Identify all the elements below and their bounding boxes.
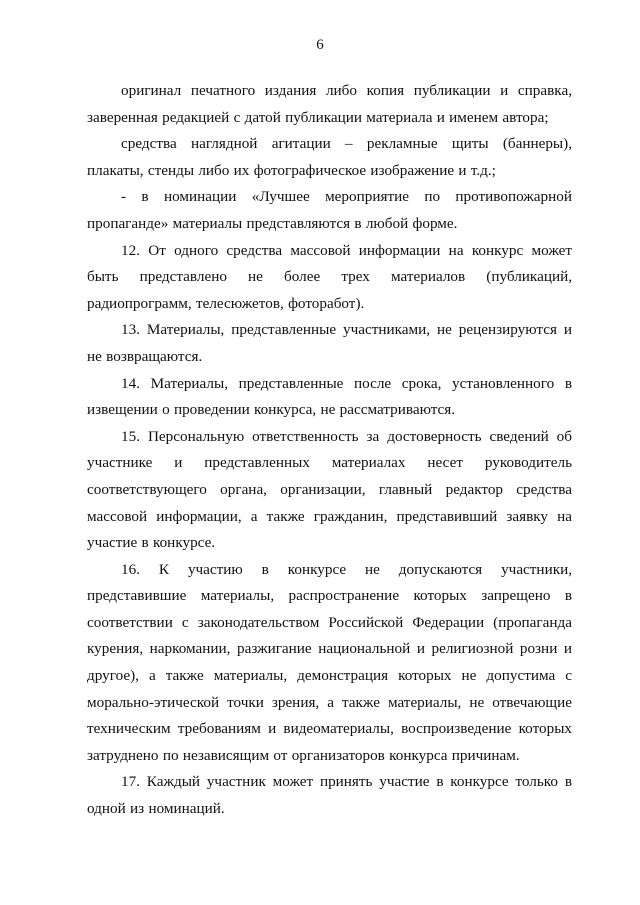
paragraph-item-14: 14. Материалы, представленные после срока, установленного в извещении о проведении конкурса, не рассматриваются. (87, 374, 572, 419)
paragraph-item-16: 16. К участию в конкурсе не допускаются участники, представившие материалы, распространение которых запрещено в соответствии с законодательством Российской Федерации (пропаганда курения, наркомании, разжигание национальной и религиозной розни и другое), а также материалы, демонстрация которых не допустима с морально-этической точки зрения, а также материалы, не отвечающие техническим требованиям и видеоматериалы, воспроизведение которых затруднено по независящим от организаторов конкурса причинам. (87, 560, 572, 764)
paragraph-item-17: 17. Каждый участник может принять участие в конкурсе только в одной из номинаций. (87, 773, 572, 818)
page-number: 6 (316, 37, 324, 53)
paragraph-best-event-nomination: - в номинации «Лучшее мероприятие по противопожарной пропаганде» материалы представляются в любой форме. (87, 188, 572, 232)
paragraph-visual-agitation: средства наглядной агитации – рекламные щиты (баннеры), плакаты, стенды либо их фотографическое изображение и т.д.; (87, 135, 572, 179)
paragraph-item-15: 15. Персональную ответственность за достоверность сведений об участнике и представленных материалах несет руководитель соответствующего органа, организации, главный редактор средства массовой информации, а также гражданин, представивший заявку на участие в конкурсе. (87, 427, 572, 552)
paragraph-item-13: 13. Материалы, представленные участниками, не рецензируются и не возвращаются. (87, 321, 572, 365)
document-body (87, 78, 572, 823)
paragraph-original-publication: оригинал печатного издания либо копия публикации и справка, заверенная редакцией с датой публикации материала и именем автора; (87, 82, 572, 126)
paragraph-item-12: 12. От одного средства массовой информации на конкурс может быть представлено не более трех материалов (публикаций, радиопрограмм, телесюжетов, фоторабот). (87, 241, 572, 312)
